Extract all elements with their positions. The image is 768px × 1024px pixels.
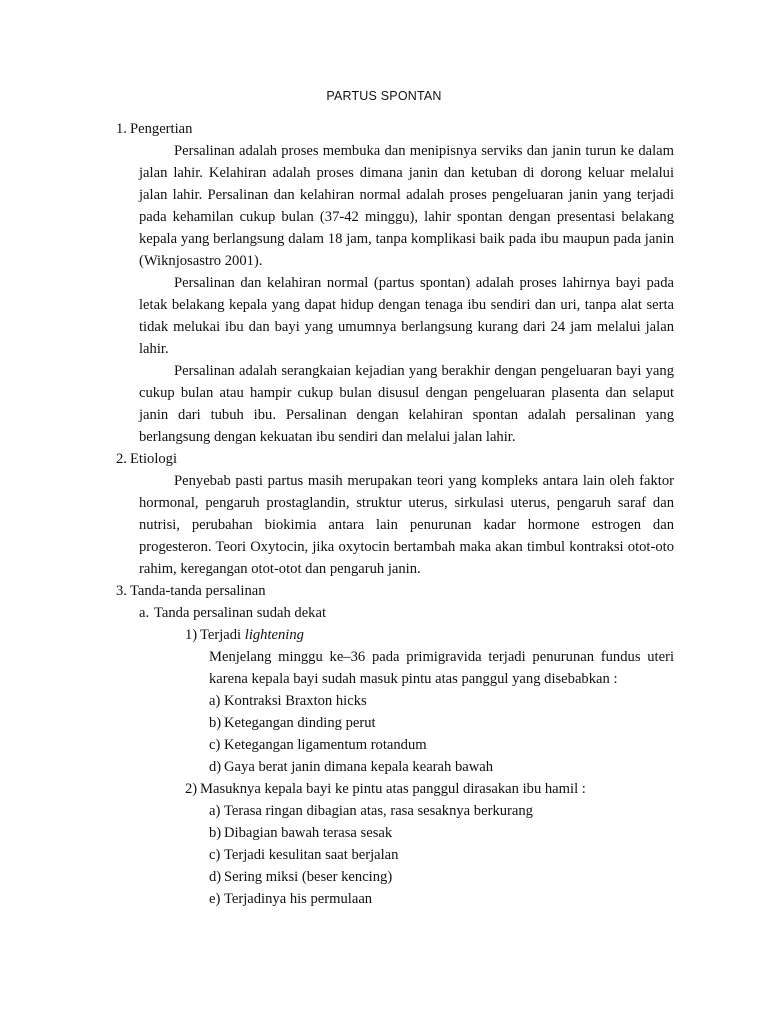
document-body — [0, 118, 768, 910]
paragraph: Persalinan adalah serangkaian kejadian yang berakhir dengan pengeluaran bayi yang cukup bulan atau hampir cukup bulan disusul dengan pengeluaran plasenta dan selaput janin dari tubuh ibu. Persalinan dengan kelahiran spontan adalah persalinan yang berlangsung dengan kekuatan ibu sendiri dan melalui jalan lahir. — [139, 363, 674, 445]
subsection-heading — [0, 602, 768, 624]
section-heading-tanda-tanda — [0, 580, 768, 602]
list-item-text: Sering miksi (beser kencing) — [224, 869, 393, 885]
item-paragraph: Menjelang minggu ke–36 pada primigravida terjadi penurunan fundus uteri karena kepala bayi sudah masuk pintu atas panggul yang disebabkan : — [209, 649, 674, 687]
section-heading-etiologi — [0, 448, 768, 470]
list-marker: d) — [209, 869, 222, 885]
list-item — [0, 844, 768, 866]
list-marker: e) — [209, 891, 221, 907]
list-item-text: Terasa ringan dibagian atas, rasa sesaknya berkurang — [224, 803, 533, 819]
list-marker: b) — [209, 715, 222, 731]
subsection-number: a. — [139, 605, 150, 621]
paragraph: Persalinan dan kelahiran normal (partus spontan) adalah proses lahirnya bayi pada letak belakang kepala yang dapat hidup dengan tenaga ibu sendiri dan uri, tanpa alat serta tidak melukai ibu dan bayi yang umumnya berlangsung kurang dari 24 jam melalui jalan lahir. — [139, 275, 674, 357]
list-item — [0, 800, 768, 822]
list-item — [0, 756, 768, 778]
list-item — [0, 888, 768, 910]
list-item-text: Gaya berat janin dimana kepala kearah bawah — [224, 759, 494, 775]
section-title: Pengertian — [130, 121, 193, 137]
list-item-text: Terjadinya his permulaan — [224, 891, 373, 907]
list-marker: b) — [209, 825, 222, 841]
list-item-text: Ketegangan dinding perut — [224, 715, 376, 731]
list-item — [0, 734, 768, 756]
list-item-text: Dibagian bawah terasa sesak — [224, 825, 393, 841]
list-marker: d) — [209, 759, 222, 775]
section-title: Etiologi — [130, 451, 178, 467]
list-item-text: Kontraksi Braxton hicks — [224, 693, 367, 709]
list-item — [0, 866, 768, 888]
list-marker: a) — [209, 803, 221, 819]
list-item-text: Terjadi kesulitan saat berjalan — [224, 847, 399, 863]
list-item — [0, 822, 768, 844]
numbered-item — [0, 624, 768, 646]
section-number: 3. — [116, 583, 127, 599]
list-item — [0, 690, 768, 712]
section-heading-pengertian — [0, 118, 768, 140]
list-item-text: Ketegangan ligamentum rotandum — [224, 737, 427, 753]
list-marker: a) — [209, 693, 221, 709]
paragraph: Penyebab pasti partus masih merupakan teori yang kompleks antara lain oleh faktor hormonal, pengaruh prostaglandin, struktur uterus, sirkulasi uterus, pengaruh saraf dan nutrisi, perubahan biokimia antara lain penurunan kadar hormone estrogen dan progesteron. Teori Oxytocin, jika oxytocin bertambah maka akan timbul kontraksi otot-oto rahim, keregangan otot-otot dan pengaruh janin. — [139, 473, 674, 577]
item-number: 2) — [185, 781, 198, 797]
list-marker: c) — [209, 847, 221, 863]
list-marker: c) — [209, 737, 221, 753]
section-number: 1. — [116, 121, 127, 137]
item-italic-term: lightening — [244, 627, 304, 643]
section-number: 2. — [116, 451, 127, 467]
item-prefix: Terjadi — [200, 627, 245, 643]
subsection-title: Tanda persalinan sudah dekat — [154, 605, 327, 621]
section-title: Tanda-tanda persalinan — [130, 583, 266, 599]
document-title: PARTUS SPONTAN — [326, 89, 442, 103]
list-item — [0, 712, 768, 734]
numbered-item — [0, 778, 768, 800]
item-number: 1) — [185, 627, 198, 643]
item-label: Masuknya kepala bayi ke pintu atas panggul dirasakan ibu hamil : — [200, 781, 586, 797]
paragraph: Persalinan adalah proses membuka dan menipisnya serviks dan janin turun ke dalam jalan lahir. Kelahiran adalah proses dimana janin dan ketuban di dorong keluar melalui jalan lahir. Persalinan dan kelahiran normal adalah proses pengeluaran janin yang terjadi pada kehamilan cukup bulan (37-42 minggu), lahir spontan dengan presentasi belakang kepala yang berlangsung dalam 18 jam, tanpa komplikasi baik pada ibu maupun pada janin (Wiknjosastro 2001). — [139, 143, 674, 269]
